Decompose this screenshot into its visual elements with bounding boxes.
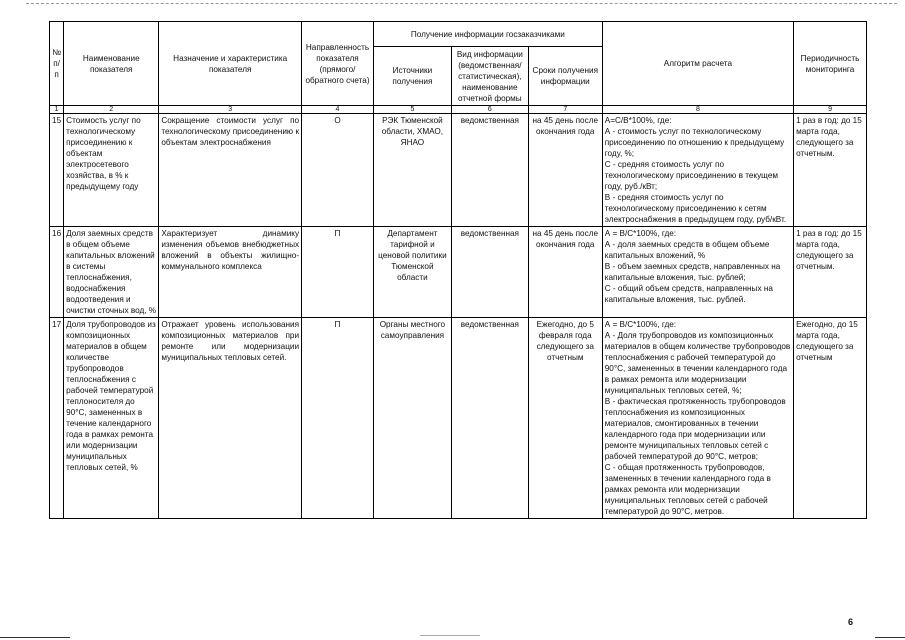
info-deadline: на 45 день после окончания года bbox=[528, 227, 602, 318]
algorithm-line: А=С/В*100%, где: bbox=[604, 116, 672, 125]
algorithm-line: С - общая протяженность трубопроводов, замененных в течении календарного года в рамках ремонта или модернизации муниципальных тепловых сетей с рабочей температурой до 90°С, метров. bbox=[604, 463, 771, 516]
indicator-name: Доля заемных средств в общем объеме капитальных вложений в системы теплоснабжения, водоснабжения водоотведения и очистки сточных вод, % bbox=[64, 227, 159, 318]
top-rule bbox=[26, 3, 897, 4]
monitoring-periodicity: 1 раз в год: до 15 марта года, следующего за отчетным. bbox=[794, 227, 867, 318]
indicator-purpose: Сокращение стоимости услуг по технологическому присоединению к объектам электроснабжения bbox=[159, 114, 302, 227]
indicator-name: Стоимость услуг по технологическому присоединению к объектам электросетевого хозяйства, в % к предыдущему году bbox=[64, 114, 159, 227]
algorithm-line: А - стоимость услуг по технологическому присоединению по отношению к предыдущему году, %; bbox=[604, 127, 785, 158]
row-number: 17 bbox=[50, 318, 64, 519]
indicators-table bbox=[49, 21, 867, 519]
row-number: 15 bbox=[50, 114, 64, 227]
indicator-purpose: Отражает уровень использования композиционных материалов при ремонте или модернизации муниципальных тепловых сетей. bbox=[159, 318, 302, 519]
info-sources: РЭК Тюменской области, ХМАО, ЯНАО bbox=[373, 114, 451, 227]
info-deadline: на 45 день после окончания года bbox=[528, 114, 602, 227]
table-row bbox=[50, 114, 867, 227]
col-number: 9 bbox=[794, 106, 867, 114]
table-row bbox=[50, 318, 867, 519]
bottom-rule-right bbox=[875, 637, 905, 638]
info-type: ведомственная bbox=[451, 114, 528, 227]
col-number: 7 bbox=[528, 106, 602, 114]
header-algorithm: Алгоритм расчета bbox=[602, 22, 793, 106]
info-sources: Департамент тарифной и ценовой политики Тюменской области bbox=[373, 227, 451, 318]
algorithm-line: В - средняя стоимость услуг по технологическому присоединению к сетям электроснабжения в предыдущем году, руб/кВт. bbox=[604, 193, 787, 224]
indicator-name: Доля трубопроводов из композиционных материалов в общем количестве трубопроводов теплоснабжения с рабочей температурой теплоносителя до 90°С, замененных в течение календарного года в рамках ремонта или модернизации муниципальных тепловых сетей, % bbox=[64, 318, 159, 519]
col-number: 1 bbox=[50, 106, 64, 114]
header-periodicity: Периодичность мониторинга bbox=[794, 22, 867, 106]
bottom-rule-left bbox=[0, 637, 70, 638]
algorithm-line: С - средняя стоимость услуг по технологическому присоединению в текущем году, руб./кВт; bbox=[604, 160, 779, 191]
indicator-purpose: Характеризует динамику изменения объемов внебюджетных вложений в объекты жилищно-коммунального комплекса bbox=[159, 227, 302, 318]
header-name: Наименование показателя bbox=[64, 22, 159, 106]
algorithm-line: В - объем заемных средств, направленных на капитальные вложения, тыс. рублей; bbox=[604, 262, 781, 282]
info-deadline: Ежегодно, до 5 февраля года следующего за отчетным bbox=[528, 318, 602, 519]
col-number: 3 bbox=[159, 106, 302, 114]
monitoring-periodicity: Ежегодно, до 15 марта года, следующего за отчетным bbox=[794, 318, 867, 519]
indicator-direction: О bbox=[302, 114, 374, 227]
column-number-row bbox=[50, 106, 867, 114]
indicator-direction: П bbox=[302, 318, 374, 519]
col-number: 4 bbox=[302, 106, 374, 114]
algorithm-line: А - Доля трубопроводов из композиционных материалов в общем количестве трубопроводов теплоснабжения с рабочей температурой до 90°С, замененных в течении календарного года в рамках ремонта или модернизации муниципальных тепловых сетей, %; bbox=[604, 331, 791, 395]
monitoring-periodicity: 1 раз в год: до 15 марта года, следующего за отчетным. bbox=[794, 114, 867, 227]
header-row-1 bbox=[50, 22, 867, 47]
info-type: ведомственная bbox=[451, 227, 528, 318]
row-number: 16 bbox=[50, 227, 64, 318]
header-sources: Источники получения bbox=[373, 47, 451, 106]
header-purpose: Назначение и характеристика показателя bbox=[159, 22, 302, 106]
algorithm-line: В - фактическая протяженность трубопроводов теплоснабжения из композиционных материалов, смонтированных в течении календарного года при модернизации или ремонте муниципальных тепловых сетей с рабочей температурой до 90°С, метров; bbox=[604, 397, 786, 461]
header-deadline: Сроки получения информации bbox=[528, 47, 602, 106]
col-number: 6 bbox=[451, 106, 528, 114]
bottom-rule-middle bbox=[420, 635, 480, 636]
algorithm-line: С - общий объем средств, направленных на капитальные вложения, тыс. рублей. bbox=[604, 284, 773, 304]
algorithm-line: А = В/С*100%, где: bbox=[604, 320, 677, 329]
indicator-direction: П bbox=[302, 227, 374, 318]
calc-algorithm bbox=[602, 318, 793, 519]
header-direction: Направленность показателя (прямого/ обратного счета) bbox=[302, 22, 374, 106]
header-info-group: Получение информации госзаказчиками bbox=[373, 22, 602, 47]
algorithm-line: А - доля заемных средств в общем объеме капитальных вложений, % bbox=[604, 240, 770, 260]
algorithm-line: А = В/С*100%, где: bbox=[604, 229, 677, 238]
calc-algorithm bbox=[602, 114, 793, 227]
calc-algorithm bbox=[602, 227, 793, 318]
col-number: 8 bbox=[602, 106, 793, 114]
table-row bbox=[50, 227, 867, 318]
info-type: ведомственная bbox=[451, 318, 528, 519]
col-number: 2 bbox=[64, 106, 159, 114]
header-num: № п/п bbox=[50, 22, 64, 106]
header-info-type: Вид информации (ведомственная/ статистическая), наименование отчетной формы bbox=[451, 47, 528, 106]
info-sources: Органы местного самоуправления bbox=[373, 318, 451, 519]
page-number: 6 bbox=[847, 617, 853, 627]
col-number: 5 bbox=[373, 106, 451, 114]
